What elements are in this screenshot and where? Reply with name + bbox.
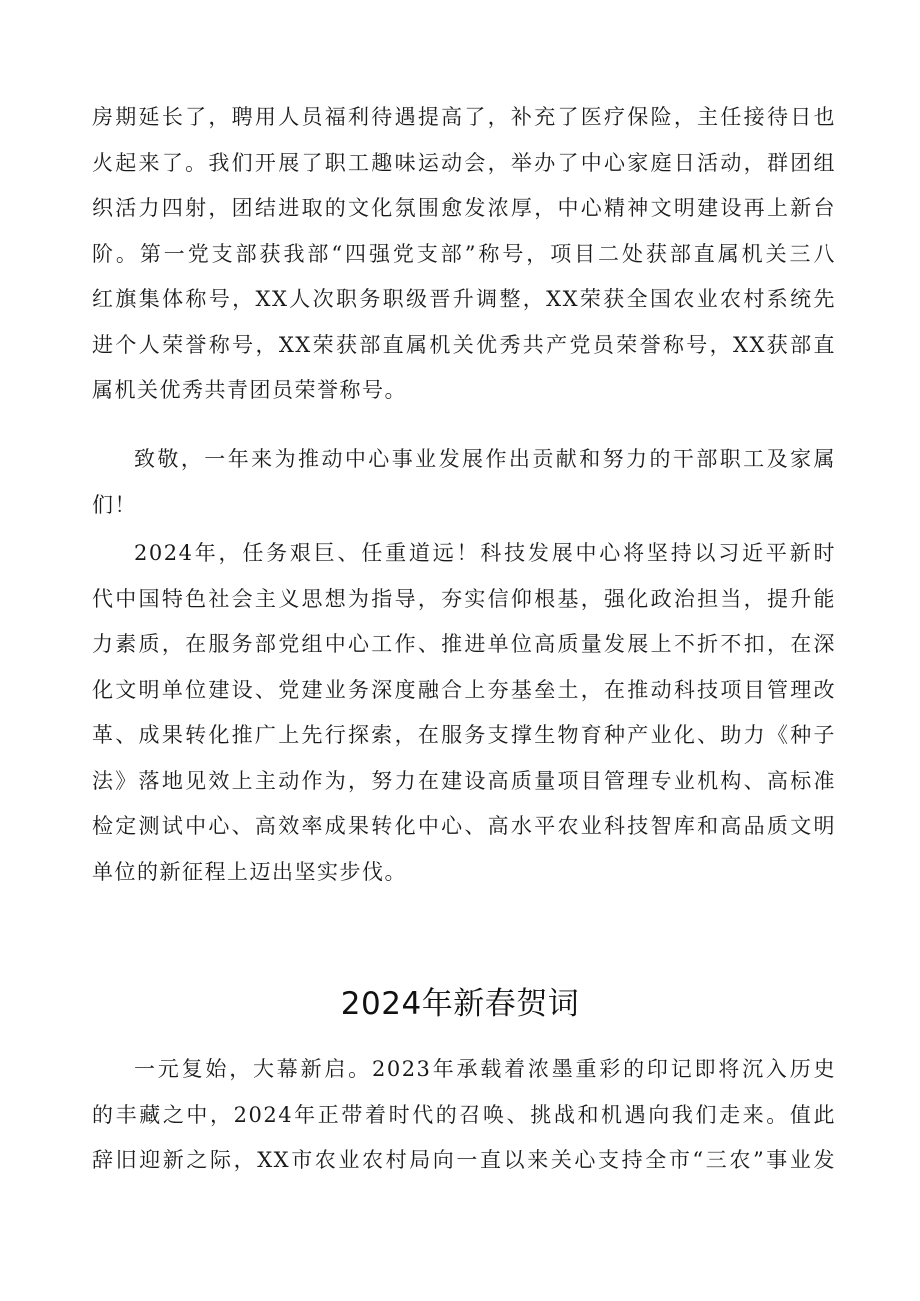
paragraph-salute [92,437,836,528]
paragraph-line: 化文明单位建设、党建业务深度融合上夯基垒土，在推动科技项目管理改 [92,677,836,702]
paragraph-line: 房期延长了，聘用人员福利待遇提高了，补充了医疗保险，主任接待日也 [92,105,836,129]
paragraph-line: 致敬，一年来为推动中心事业发展作出贡献和努力的干部职工及家属 [134,447,836,471]
paragraph-line: 辞旧迎新之际，XX市农业农村局向一直以来关心支持全市“三农”事业发 [92,1148,836,1172]
paragraph-line: 红旗集体称号，XX人次职务职级晋升调整，XX荣获全国农业农村系统先 [92,287,836,311]
paragraph-line: 检定测试中心、高效率成果转化中心、高水平农业科技智库和高品质文明 [92,814,836,838]
paragraph-line: 织活力四射，团结进取的文化氛围愈发浓厚，中心精神文明建设再上新台 [92,196,836,220]
paragraph-line: 革、成果转化推广上先行探索，在服务支撑生物育种产业化、助力《种子 [92,723,836,747]
paragraph-line: 2024年，任务艰巨、任重道远！科技发展中心将坚持以习近平新时 [134,541,836,565]
paragraph-line: 一元复始，大幕新启。2023年承载着浓墨重彩的印记即将沉入历史 [134,1057,836,1081]
paragraph-new-year [92,1047,836,1184]
paragraph-line: 的丰藏之中，2024年正带着时代的召唤、挑战和机遇向我们走来。值此 [92,1102,836,1127]
paragraph-line: 阶。第一党支部获我部“四强党支部”称号，项目二处获部直属机关三八 [92,241,836,266]
paragraph-line: 火起来了。我们开展了职工趣味运动会，举办了中心家庭日活动，群团组 [92,150,836,175]
paragraph-line: 属机关优秀共青团员荣誉称号。 [92,378,407,402]
paragraph-line: 们！ [92,492,137,517]
paragraph-line: 代中国特色社会主义思想为指导，夯实信仰根基，强化政治担当，提升能 [92,586,836,611]
paragraph-line: 进个人荣誉称号，XX荣获部直属机关优秀共产党员荣誉称号，XX获部直 [92,332,836,357]
section-title: 2024年新春贺词 [340,986,580,1022]
paragraph-achievements [92,95,836,414]
paragraph-line: 法》落地见效上主动作为，努力在建设高质量项目管理专业机构、高标准 [92,768,836,793]
paragraph-2024-outlook [92,531,836,895]
paragraph-line: 力素质，在服务部党组中心工作、推进单位高质量发展上不折不扣，在深 [92,632,836,656]
paragraph-line: 单位的新征程上迈出坚实步伐。 [92,859,407,884]
